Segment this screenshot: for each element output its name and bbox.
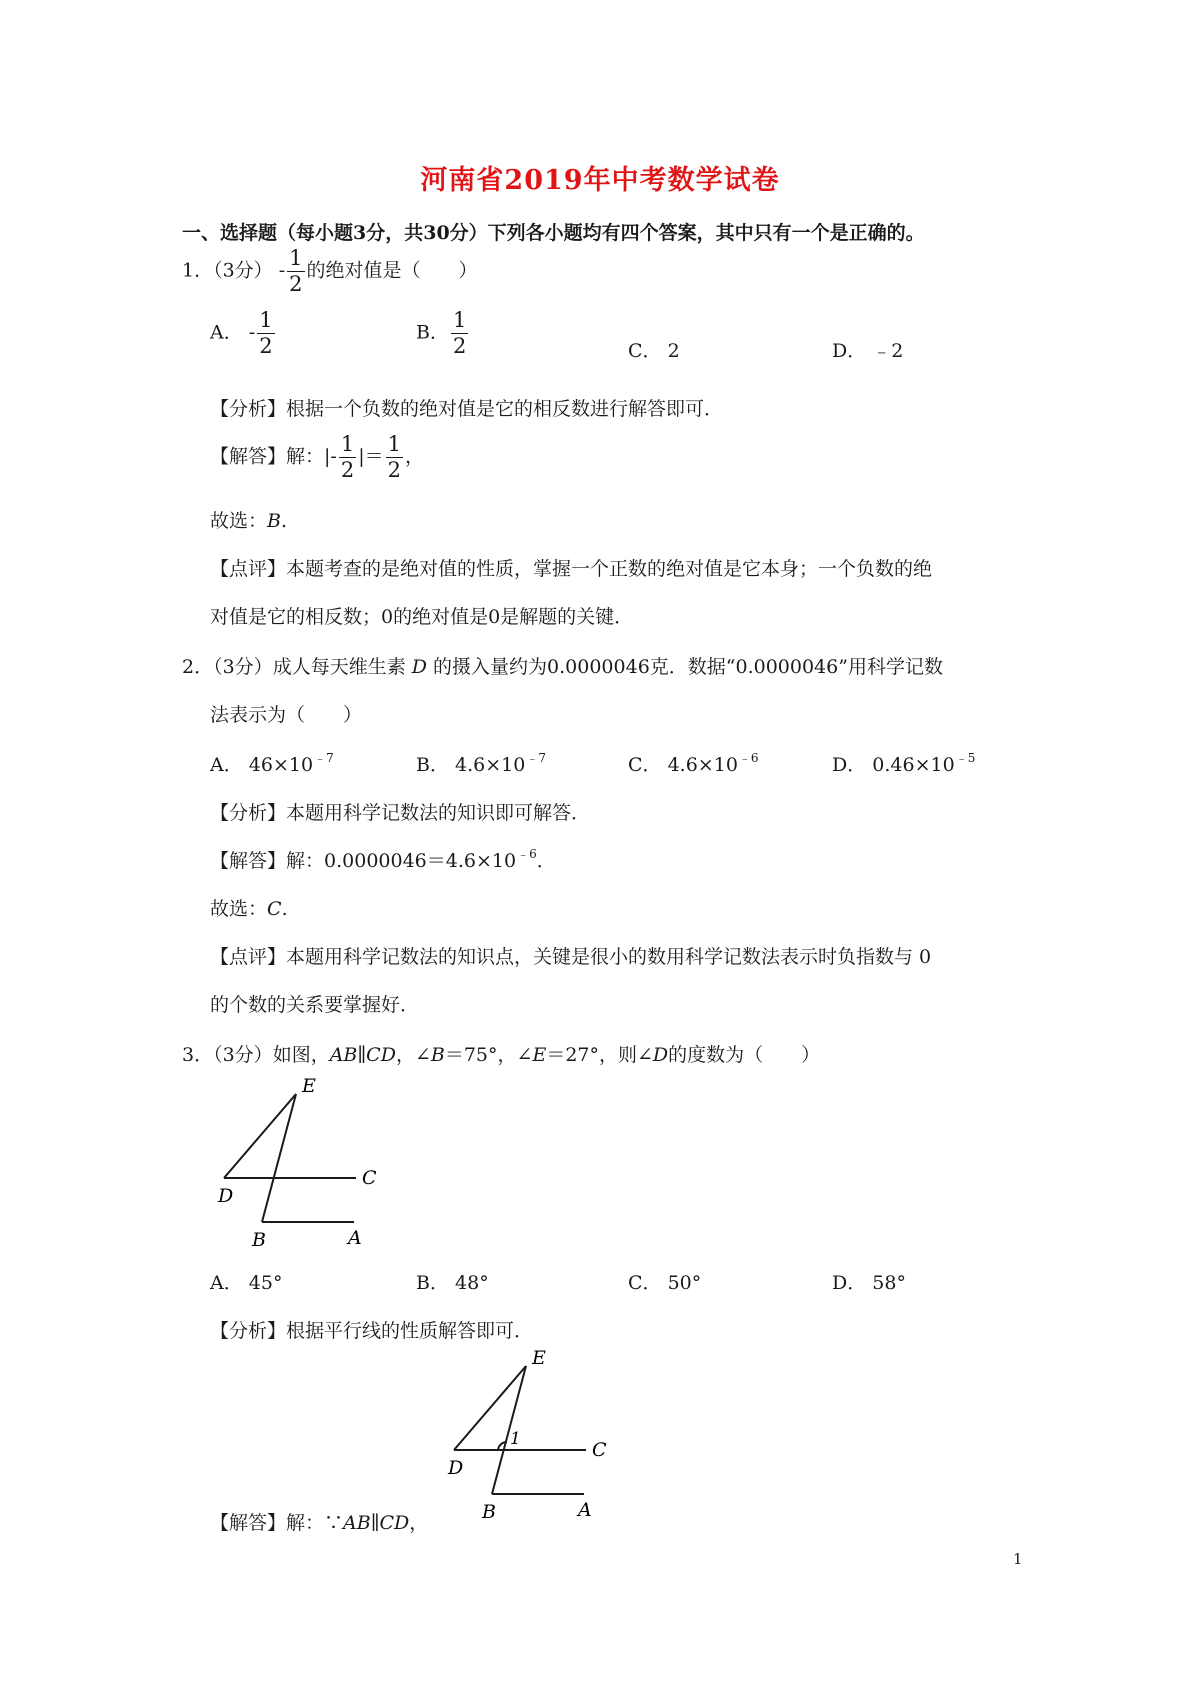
q1-analysis: 【分析】根据一个负数的绝对值是它的相反数进行解答即可．	[210, 398, 724, 420]
q2-analysis: 【分析】本题用科学记数法的知识即可解答．	[210, 802, 591, 824]
q3-option-a[interactable]: A． 45°	[210, 1272, 283, 1294]
q2-option-c[interactable]: C． $4.6\times 10^{﹣6}$	[628, 751, 759, 776]
q1-option-b[interactable]: B． $\frac{1}{2}$	[416, 308, 467, 358]
fraction: $\frac{1}{2}$	[289, 246, 303, 296]
label-c: C	[362, 1167, 377, 1189]
q3-answer: 【解答】解：∵AB∥CD，	[210, 1512, 429, 1534]
q2-choice: 故选：C.	[210, 898, 288, 920]
q1-comment-line-2: 对值是它的相反数；0的绝对值是0是解题的关键．	[210, 606, 634, 628]
question-1: 1．（3分） - $\frac{1}{2}$ 的绝对值是（ ）	[182, 246, 478, 296]
label-d: D	[218, 1185, 234, 1207]
q3-analysis: 【分析】根据平行线的性质解答即可．	[210, 1320, 534, 1342]
q1-option-a[interactable]: A． - $\frac{1}{2}$	[210, 308, 273, 358]
label-a: A	[348, 1227, 362, 1249]
label-e: E	[532, 1347, 546, 1369]
label-c: C	[592, 1439, 607, 1461]
label-a: A	[578, 1499, 592, 1521]
q2-answer: 【解答】解：$0.0000046=4.6\times 10^{﹣6}$．	[210, 847, 556, 872]
q2-comment-line-2: 的个数的关系要掌握好．	[210, 994, 420, 1016]
q3-option-d[interactable]: D． 58°	[832, 1272, 906, 1294]
q2-comment-line-1: 【点评】本题用科学记数法的知识点，关键是很小的数用科学记数法表示时负指数与 0	[210, 946, 932, 968]
q1-option-c[interactable]: C． 2	[628, 340, 680, 362]
question-2-line-1: 2．（3分）成人每天维生素 D 的摄入量约为0.0000046克．数据“0.0000046”用科学记数	[182, 656, 943, 678]
page-number: 1	[1013, 1550, 1023, 1568]
label-b: B	[482, 1501, 496, 1523]
label-b: B	[252, 1229, 266, 1251]
q3-figure	[206, 1074, 386, 1254]
q2-option-b[interactable]: B． $4.6\times 10^{﹣7}$	[416, 751, 546, 776]
q1-option-d[interactable]: D． ﹣2	[832, 340, 904, 362]
q3-option-b[interactable]: B． 48°	[416, 1272, 489, 1294]
label-angle-1: 1	[510, 1429, 521, 1449]
question-2-line-2: 法表示为（ ）	[210, 704, 363, 726]
label-e: E	[302, 1075, 316, 1097]
label-d: D	[448, 1457, 464, 1479]
q1-answer: 【解答】解：|- $\frac{1}{2}$ |＝ $\frac{1}{2}$ ，	[210, 432, 425, 482]
section-heading: 一、选择题（每小题3分，共30分）下列各小题均有四个答案，其中只有一个是正确的。	[182, 222, 925, 244]
q1-choice: 故选：B.	[210, 510, 288, 532]
q2-option-a[interactable]: A． $46\times 10^{﹣7}$	[210, 751, 334, 776]
q1-comment-line-1: 【点评】本题考查的是绝对值的性质，掌握一个正数的绝对值是它本身；一个负数的绝	[210, 558, 933, 580]
q3-option-c[interactable]: C． 50°	[628, 1272, 702, 1294]
q2-option-d[interactable]: D． $0.46\times 10^{﹣5}$	[832, 751, 976, 776]
question-3: 3．（3分）如图，AB∥CD，∠B＝75°，∠E＝27°，则∠D的度数为（ ）	[182, 1044, 821, 1066]
q3-solution-figure	[436, 1346, 616, 1526]
document-title: 河南省2019年中考数学试卷	[420, 165, 780, 196]
